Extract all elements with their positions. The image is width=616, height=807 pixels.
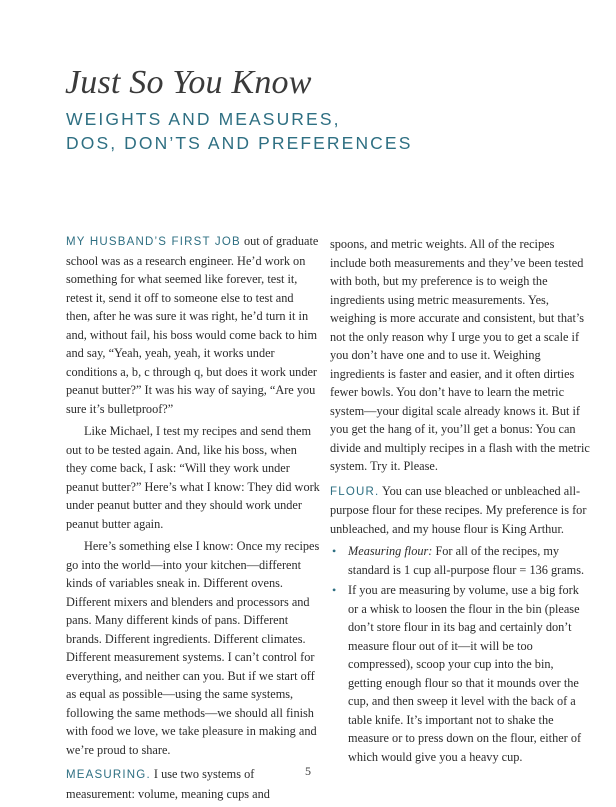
- paragraph: [66, 232, 320, 418]
- bullet-list: [330, 542, 590, 766]
- bullet-icon: •: [332, 583, 337, 597]
- page-title: Just So You Know: [65, 64, 312, 101]
- paragraph-text: I use two systems of measurement: volume, meaning cups and: [66, 767, 270, 801]
- paragraph-text: You can use bleached or unbleached all-purpose flour for these recipes. My preference is for unbleached, and my house flour is King Arthur.: [330, 483, 587, 536]
- page-number: 5: [305, 764, 311, 778]
- paragraph: [330, 482, 590, 539]
- bullet-icon: •: [332, 544, 337, 558]
- bullet-text: For all of the recipes, my standard is 1 cup all-purpose flour = 136 grams.: [348, 544, 585, 577]
- list-item: [332, 581, 590, 766]
- right-column: [330, 235, 590, 768]
- section-heading-measuring: MEASURING.: [66, 769, 151, 781]
- page-subtitle: [66, 107, 412, 155]
- bullet-text: If you are measuring by volume, use a big fork or a whisk to loosen the flour in the bin (please don’t store flour in its bag and certainly don’t measure flour out of it—it will be too compressed), scoop your cup into the bin, getting enough flour so that it mounds over the cup, and then sweep it level with the back of a table knife. It’s important not to shake the measure or to press down on the flour, either of which would give you a heavy cup.: [348, 583, 582, 764]
- subtitle-line: DOS, DON’TS AND PREFERENCES: [66, 133, 413, 153]
- subtitle-line: WEIGHTS AND MEASURES,: [66, 109, 341, 129]
- section-heading-flour: FLOUR.: [330, 485, 380, 498]
- list-item: [332, 542, 590, 579]
- lead-in-caps: MY HUSBAND’S FIRST JOB: [66, 236, 241, 248]
- paragraph-text: out of graduate school was as a research engineer. He’d work on something for what seemed like forever, test it, retest it, send it off to someone else to test and then, after he was sure it was right, he’d turn it in and, without fail, his boss would come back to him and say, “Yeah, yeah, yeah, it works under conditions a, b, c through q, but does it work under peanut butter?” It was his way of saying, “Are you sure it’s bulletproof?”: [66, 234, 319, 416]
- left-column: [66, 232, 320, 807]
- bullet-lead: Measuring flour:: [348, 544, 433, 558]
- paragraph: spoons, and metric weights. All of the recipes include both measurements and they’ve been tested with both, but my preference is to weigh the ingredients using metric measurements. Yes, weighing is more accurate and consistent, but that’s not the only reason why I urge you to get a scale if you don’t have one and to use it. Weighing ingredients is faster and easier, and it often dirties fewer bowls. You don’t have to learn the metric system—your digital scale already knows it. But if you get the hang of it, you’ll get a bonus: You can divide and multiply recipes in a flash with the metric system. Try it. Please.: [330, 237, 590, 473]
- paragraph: Like Michael, I test my recipes and send them out to be tested again. And, like his boss, when they come back, I ask: “Will they work under peanut butter?” Here’s what I know: They did work under peanut butter and they should work under peanut butter again.: [66, 424, 320, 531]
- paragraph: Here’s something else I know: Once my recipes go into the world—into your kitchen—different kinds of variables sneak in. Different ovens. Different mixers and blenders and processors and pans. Many different kinds of pans. Different brands. Different ingredients. Different climates. Different measurement systems. I can’t control for everything, and neither can you. But if we start off as equal as possible—using the same systems, following the same methods—we should all finish with food we love, we take pleasure in making and we’re proud to share.: [66, 539, 320, 757]
